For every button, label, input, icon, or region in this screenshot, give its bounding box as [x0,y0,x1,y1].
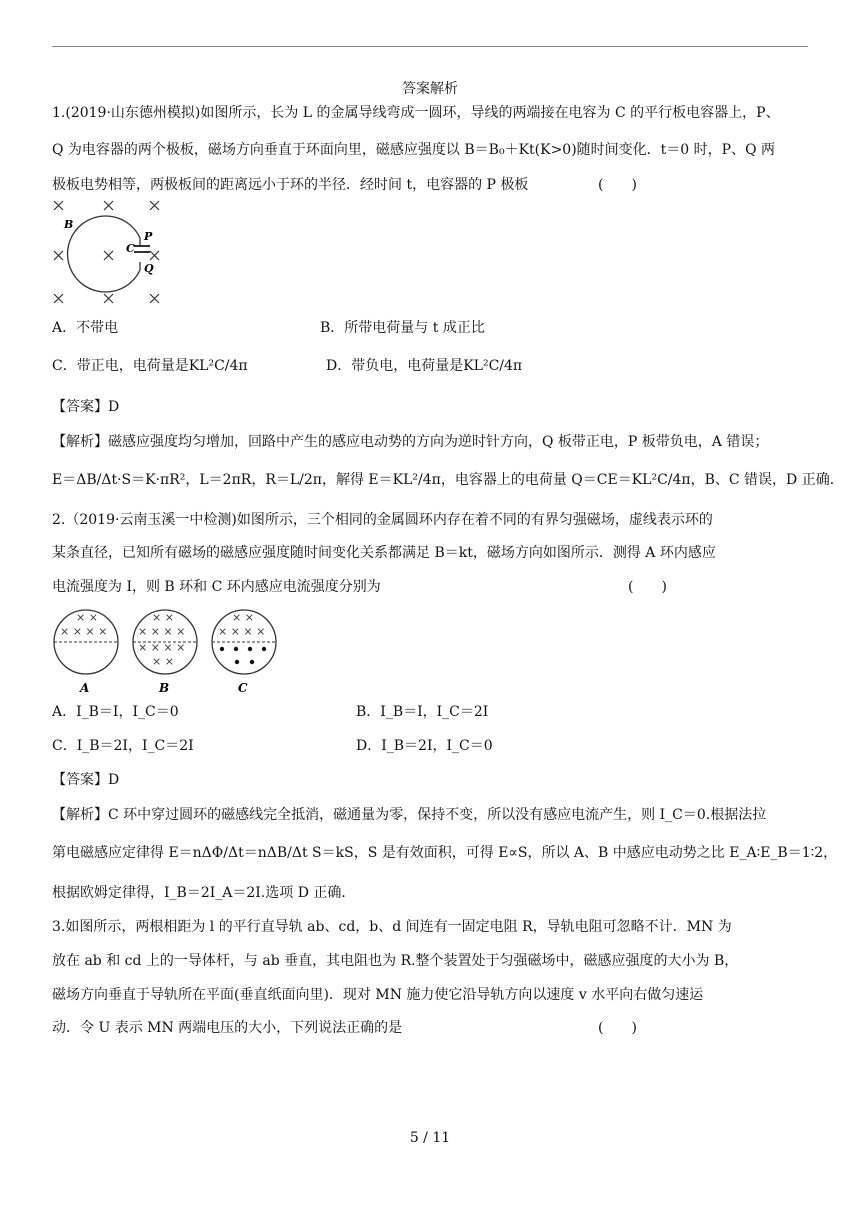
q1-option-d: D．带负电，电荷量是KL²C/4π [326,358,523,374]
header-rule [52,46,808,47]
q2-explanation-3: 根据欧姆定律得，I_B＝2I_A＝2I.选项 D 正确． [52,885,356,901]
q2-answer-paren: ( ) [628,579,667,595]
svg-text:× ×: × × [152,655,174,668]
svg-text:× ×: × × [152,611,174,624]
ring-c-dots [220,647,266,664]
svg-text:× × × ×: × × × × [60,625,108,638]
q1-explanation-2: E＝ΔB/Δt·S＝K·πR²，L＝2πR，R＝L/2π，解得 E＝KL²/4π，电容器上的电荷量 Q＝CE＝KL²C/4π，B、C 错误，D 正确． [52,472,844,488]
q2-option-d: D．I_B＝2I，I_C＝0 [356,738,493,754]
svg-text:× × × ×: × × × × [218,625,266,638]
svg-text:× ×: × × [76,611,98,624]
q3-line-3: 磁场方向垂直于导轨所在平面(垂直纸面向里)．现对 MN 施力使它沿导轨方向以速度 v 水平向右做匀速运 [52,987,704,1003]
label-p: P [144,230,153,243]
ring-b [133,610,197,695]
q2-option-a: A．I_B＝I，I_C＝0 [52,704,179,720]
label-b: B [64,218,74,231]
q2-line-2: 某条直径，已知所有磁场的磁感应强度随时间变化关系都满足 B＝kt，磁场方向如图所示．测得 A 环内感应 [52,545,716,561]
q1-answer: 【答案】D [52,399,120,415]
ring-c-label: C [238,681,248,695]
q1-option-b: B．所带电荷量与 t 成正比 [320,320,485,336]
q1-option-a: A．不带电 [52,320,119,336]
svg-text:× × × ×: × × × × [138,625,186,638]
q1-explanation-1: 【解析】磁感应强度均匀增加，回路中产生的感应电动势的方向为逆时针方向，Q 板带正电，P 板带负电，A 错误； [52,434,769,450]
ring-b-crosses [138,611,185,668]
ring-a [54,610,118,695]
ring-b-label: B [159,681,170,695]
q1-line-1: 1.(2019·山东德州模拟)如图所示，长为 L 的金属导线弯成一圆环，导线的两端接在电容为 C 的平行板电容器上，P、 [52,105,780,121]
ring-c-crosses [218,611,265,638]
label-q: Q [144,262,154,275]
q3-line-2: 放在 ab 和 cd 上的一导体杆，与 ab 垂直，其电阻也为 R.整个装置处于匀强磁场中，磁感应强度的大小为 B， [52,953,739,969]
q2-line-3: 电流强度为 I，则 B 环和 C 环内感应电流强度分别为 [52,579,381,595]
q1-line-2: Q 为电容器的两个极板，磁场方向垂直于环面向里，磁感应强度以 B＝B₀＋Kt(K>0)随时间变化．t＝0 时，P、Q 两 [52,142,776,158]
q1-answer-paren: ( ) [598,177,637,193]
q3-line-4: 动．令 U 表示 MN 两端电压的大小，下列说法正确的是 [52,1020,403,1036]
q2-option-b: B．I_B＝I，I_C＝2I [356,704,489,720]
svg-text:× × × ×: × × × × [138,641,186,654]
label-c: C [126,242,135,255]
q2-explanation-1: 【解析】C 环中穿过圆环的磁感线完全抵消，磁通量为零，保持不变，所以没有感应电流产生，则 I_C＝0.根据法拉 [52,807,767,823]
section-title: 答案解析 [402,81,458,97]
q2-answer: 【答案】D [52,772,120,788]
q1-line-3: 极板电势相等，两极板间的距离远小于环的半径．经时间 t，电容器的 P 极板 [52,177,529,193]
q1-ring-figure [44,196,174,312]
ring-c [212,610,276,695]
svg-text:× ×: × × [232,611,254,624]
q2-option-c: C．I_B＝2I，I_C＝2I [52,738,194,754]
q1-option-c: C．带正电，电荷量是KL²C/4π [52,358,248,374]
page-number: 5 / 11 [409,1130,451,1146]
q3-answer-paren: ( ) [598,1020,637,1036]
ring-a-label: A [80,681,90,695]
q3-line-1: 3.如图所示，两根相距为 l 的平行直导轨 ab、cd，b、d 间连有一固定电阻 R，导轨电阻可忽略不计．MN 为 [52,919,732,935]
ring-a-crosses [60,611,107,638]
q2-explanation-2: 第电磁感应定律得 E＝nΔΦ/Δt＝nΔB/Δt S＝kS，S 是有效面积，可得 E∝S，所以 A、B 中感应电动势之比 E_A∶E_B＝1∶2， [52,845,838,861]
q2-rings-figure [52,604,282,696]
q2-line-1: 2.（2019·云南玉溪一中检测)如图所示，三个相同的金属圆环内存在着不同的有界匀强磁场，虚线表示环的 [52,512,713,528]
